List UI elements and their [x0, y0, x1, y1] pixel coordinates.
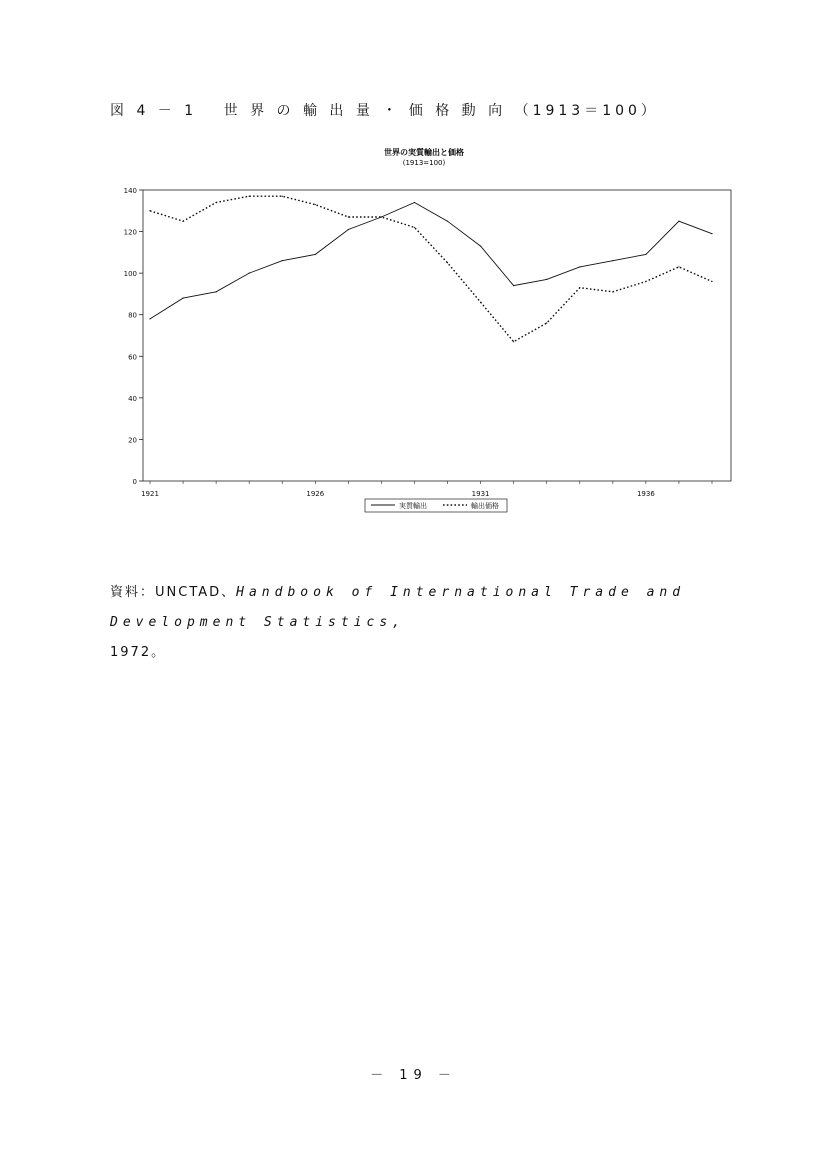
- data-point: [645, 254, 646, 255]
- data-point: [414, 202, 415, 203]
- data-point: [149, 318, 150, 319]
- source-publication: Handbook of International Trade and Development Statistics,: [110, 585, 686, 630]
- data-point: [480, 246, 481, 247]
- chart-subtitle: (1913=100): [402, 159, 446, 167]
- data-point: [249, 273, 250, 274]
- y-tick-label: 120: [123, 228, 137, 237]
- data-point: [315, 204, 316, 205]
- data-point: [182, 221, 183, 222]
- data-point: [182, 297, 183, 298]
- line-chart: [110, 140, 750, 530]
- y-tick-label: 60: [128, 353, 137, 362]
- x-tick-label: 1936: [636, 490, 655, 498]
- data-point: [711, 233, 712, 234]
- data-point: [216, 202, 217, 203]
- figure-title: 図 4 － 1 世 界 の 輸 出 量 ・ 価 格 動 向 （1913＝100）: [110, 103, 659, 119]
- plot-frame: [143, 190, 731, 481]
- y-tick-label: 80: [128, 311, 137, 320]
- chart-series: [149, 196, 712, 343]
- data-point: [249, 196, 250, 197]
- data-point: [447, 262, 448, 263]
- source-year: 1972。: [110, 645, 167, 660]
- chart-legend: [365, 499, 507, 512]
- y-tick-label: 40: [128, 394, 137, 403]
- data-point: [612, 260, 613, 261]
- y-tick-label: 140: [123, 187, 137, 195]
- data-point: [381, 216, 382, 217]
- data-point: [513, 341, 514, 342]
- data-point: [546, 279, 547, 280]
- data-point: [546, 322, 547, 323]
- data-point: [480, 302, 481, 303]
- data-point: [447, 221, 448, 222]
- data-point: [678, 221, 679, 222]
- source-note: [110, 578, 800, 668]
- series-line-1: [150, 203, 712, 319]
- data-point: [579, 266, 580, 267]
- y-axis-ticks: [124, 187, 143, 486]
- page-number: － 19 －: [370, 1068, 457, 1083]
- x-tick-label: 1926: [306, 490, 325, 498]
- data-point: [348, 229, 349, 230]
- data-point: [645, 281, 646, 282]
- data-point: [513, 285, 514, 286]
- data-point: [711, 281, 712, 282]
- series-line-2: [150, 196, 712, 342]
- data-point: [612, 291, 613, 292]
- y-tick-label: 0: [132, 478, 137, 486]
- data-point: [282, 196, 283, 197]
- data-point: [579, 287, 580, 288]
- data-point: [348, 216, 349, 217]
- data-point: [216, 291, 217, 292]
- data-point: [149, 210, 150, 211]
- data-point: [678, 266, 679, 267]
- source-prefix: 資料：UNCTAD、: [110, 585, 237, 600]
- y-tick-label: 20: [128, 436, 137, 445]
- legend-label: 実質輸出: [399, 502, 427, 510]
- chart-title: 世界の実質輸出と価格: [384, 148, 464, 157]
- chart-container: [110, 140, 750, 530]
- x-tick-label: 1921: [141, 490, 159, 498]
- y-tick-label: 100: [123, 270, 137, 279]
- chart-axes: [143, 190, 731, 481]
- x-tick-label: 1931: [471, 490, 490, 498]
- data-point: [282, 260, 283, 261]
- data-point: [315, 254, 316, 255]
- data-point: [414, 227, 415, 228]
- x-axis-ticks: [141, 481, 712, 498]
- legend-label: 輸出価格: [471, 502, 499, 510]
